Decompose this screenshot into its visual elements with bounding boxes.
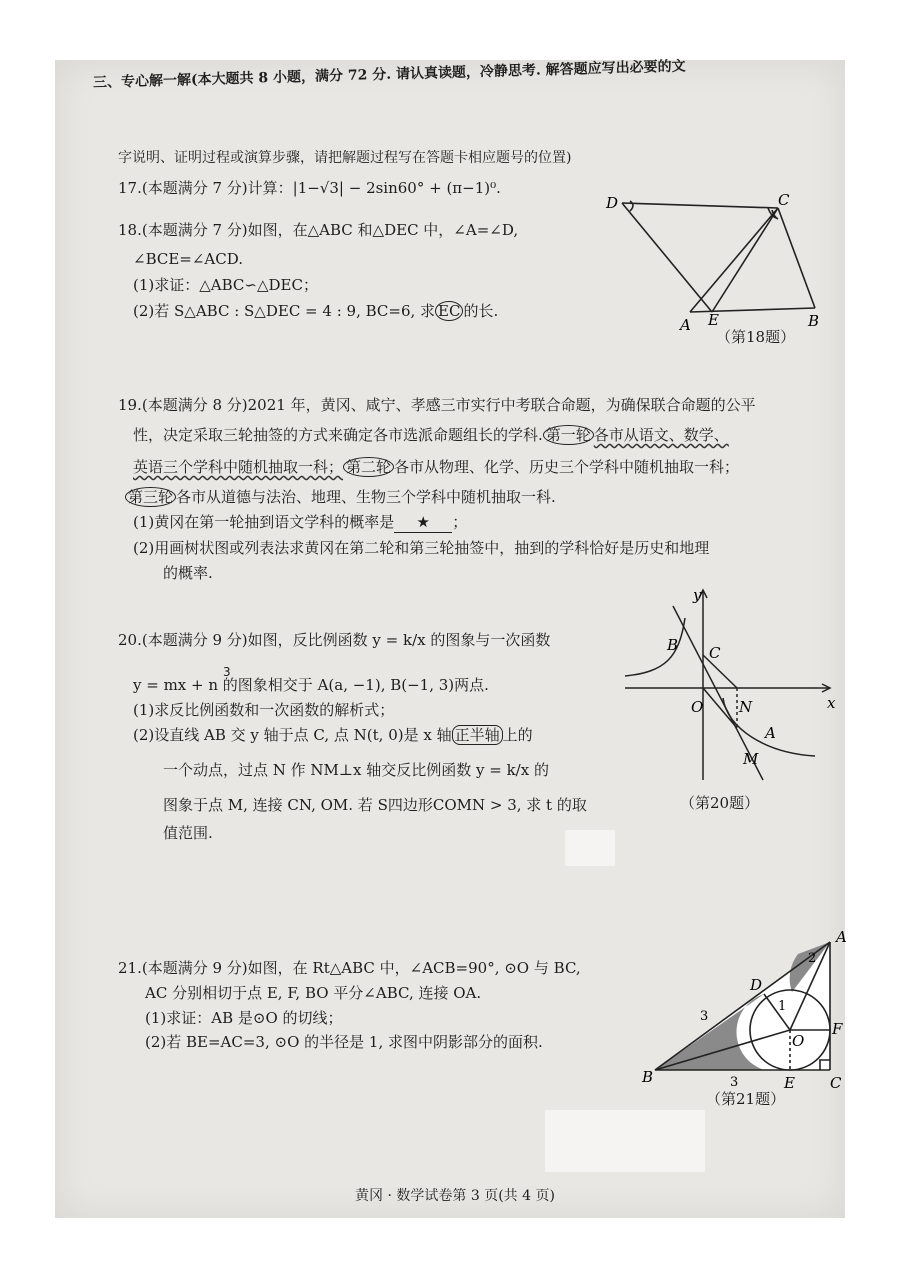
q17-text: 17.(本题满分 7 分)计算：|1−√3| − 2sin60° + (π−1)⁰. bbox=[118, 179, 501, 197]
q20-label-m: M bbox=[743, 750, 759, 768]
q18-circled-ec: EC bbox=[435, 301, 463, 321]
q19-line2: 性，决定采取三轮抽签的方式来确定各市选派命题组长的学科. 第一轮 各市从语文、数学、 bbox=[133, 426, 729, 444]
section-header-line2: 字说明、证明过程或演算步骤，请把解题过程写在答题卡相应题号的位置) bbox=[118, 150, 572, 166]
q20-label-a: A bbox=[765, 724, 776, 742]
q19-circled-round2: 第二轮 bbox=[343, 457, 394, 477]
q21-hand-3a: 3 bbox=[700, 1009, 709, 1024]
q21-line2: AC 分别相切于点 E, F, BO 平分∠ABC, 连接 OA. bbox=[145, 984, 482, 1002]
q20-label-y: y bbox=[693, 586, 702, 604]
q20-line1: 20.(本题满分 9 分)如图，反比例函数 y = k/x 的图象与一次函数 bbox=[118, 631, 551, 649]
q19-answer-blank: ★ bbox=[394, 512, 452, 533]
q18-line1: 18.(本题满分 7 分)如图，在△ABC 和△DEC 中，∠A=∠D, bbox=[118, 221, 519, 239]
q20-boxed-positive-half-axis: 正半轴 bbox=[452, 725, 503, 745]
q21-figure bbox=[640, 928, 847, 1092]
q20-label-o: O bbox=[691, 698, 704, 716]
q18-label-c: C bbox=[778, 191, 790, 209]
q18-label-a: A bbox=[680, 316, 691, 334]
section-header-line1: 三、专心解一解(本大题共 8 小题，满分 72 分. 请认真读题，冷静思考. 解答题应写出必要的文 bbox=[92, 58, 686, 91]
q18-label-e: E bbox=[708, 311, 719, 329]
q19-line6: (2)用画树状图或列表法求黄冈在第二轮和第三轮抽签中，抽到的学科恰好是历史和地理 bbox=[133, 539, 710, 557]
q19-line4: 第三轮 各市从道德与法治、地理、生物三个学科中随机抽取一科. bbox=[125, 487, 556, 507]
q19-line7: 的概率. bbox=[163, 564, 213, 582]
scan-patch bbox=[565, 830, 615, 866]
q20-label-b: B bbox=[667, 636, 679, 654]
q20-line2: y = mx + n 的图象相交于 A(a, −1), B(−1, 3)两点. bbox=[133, 676, 489, 694]
q21-label-e: E bbox=[784, 1074, 795, 1092]
q20-caption: （第20题） bbox=[680, 794, 760, 812]
q20-handwritten-a: 3 bbox=[223, 665, 231, 679]
scan-patch bbox=[545, 1110, 705, 1172]
q20-figure bbox=[615, 588, 845, 788]
q20-line3: (1)求反比例函数和一次函数的解析式； bbox=[133, 701, 395, 719]
q20-label-c: C bbox=[709, 644, 721, 662]
q21-caption: （第21题） bbox=[706, 1090, 786, 1108]
q20-line6: 图象于点 M, 连接 CN, OM. 若 S四边形COMN > 3, 求 t 的取 bbox=[163, 796, 587, 814]
q21-line4: (2)若 BE=AC=3, ⊙O 的半径是 1, 求图中阴影部分的面积. bbox=[145, 1033, 543, 1051]
q18-label-b: B bbox=[808, 312, 820, 330]
q21-label-o: O bbox=[792, 1032, 805, 1050]
q21-line1: 21.(本题满分 9 分)如图，在 Rt△ABC 中，∠ACB=90°, ⊙O 与 BC, bbox=[118, 959, 581, 977]
q18-label-d: D bbox=[606, 194, 619, 212]
q19-line1: 19.(本题满分 8 分)2021 年，黄冈、咸宁、孝感三市实行中考联合命题，为确保联合命题的公平 bbox=[118, 396, 756, 414]
q20-line7: 值范围. bbox=[163, 824, 213, 842]
q19-circled-round3: 第三轮 bbox=[125, 487, 176, 507]
q21-hand-2: 2 bbox=[808, 951, 817, 966]
q21-hand-1: 1 bbox=[778, 999, 787, 1014]
q20-label-x: x bbox=[827, 694, 836, 712]
q21-label-d: D bbox=[750, 976, 763, 994]
q21-hand-3b: 3 bbox=[730, 1075, 739, 1090]
q19-line5: (1)黄冈在第一轮抽到语文学科的概率是 ★ ； bbox=[133, 513, 468, 531]
q19-line3: 英语三个学科中随机抽取一科； 第二轮 各市从物理、化学、历史三个学科中随机抽取一科； bbox=[133, 458, 740, 476]
q21-label-b: B bbox=[642, 1068, 654, 1086]
q18-caption: （第18题） bbox=[716, 328, 796, 346]
q21-line3: (1)求证：AB 是⊙O 的切线； bbox=[145, 1009, 343, 1027]
q21-label-f: F bbox=[832, 1020, 843, 1038]
q18-line3: (1)求证：△ABC∽△DEC； bbox=[133, 276, 318, 294]
q21-label-a: A bbox=[836, 928, 847, 946]
q20-line4: (2)设直线 AB 交 y 轴于点 C, 点 N(t, 0)是 x 轴 正半轴 上的 bbox=[133, 726, 533, 744]
q19-circled-round1: 第一轮 bbox=[543, 425, 594, 445]
q20-label-n: N bbox=[739, 698, 753, 716]
q18-line2: ∠BCE=∠ACD. bbox=[133, 250, 244, 268]
page-footer: 黄冈 · 数学试卷第 3 页(共 4 页) bbox=[355, 1188, 555, 1204]
q20-line5: 一个动点，过点 N 作 NM⊥x 轴交反比例函数 y = k/x 的 bbox=[163, 761, 549, 779]
q18-line4: (2)若 S△ABC : S△DEC = 4 : 9, BC=6, 求 EC 的长. bbox=[133, 302, 499, 320]
q21-label-c: C bbox=[830, 1074, 842, 1092]
